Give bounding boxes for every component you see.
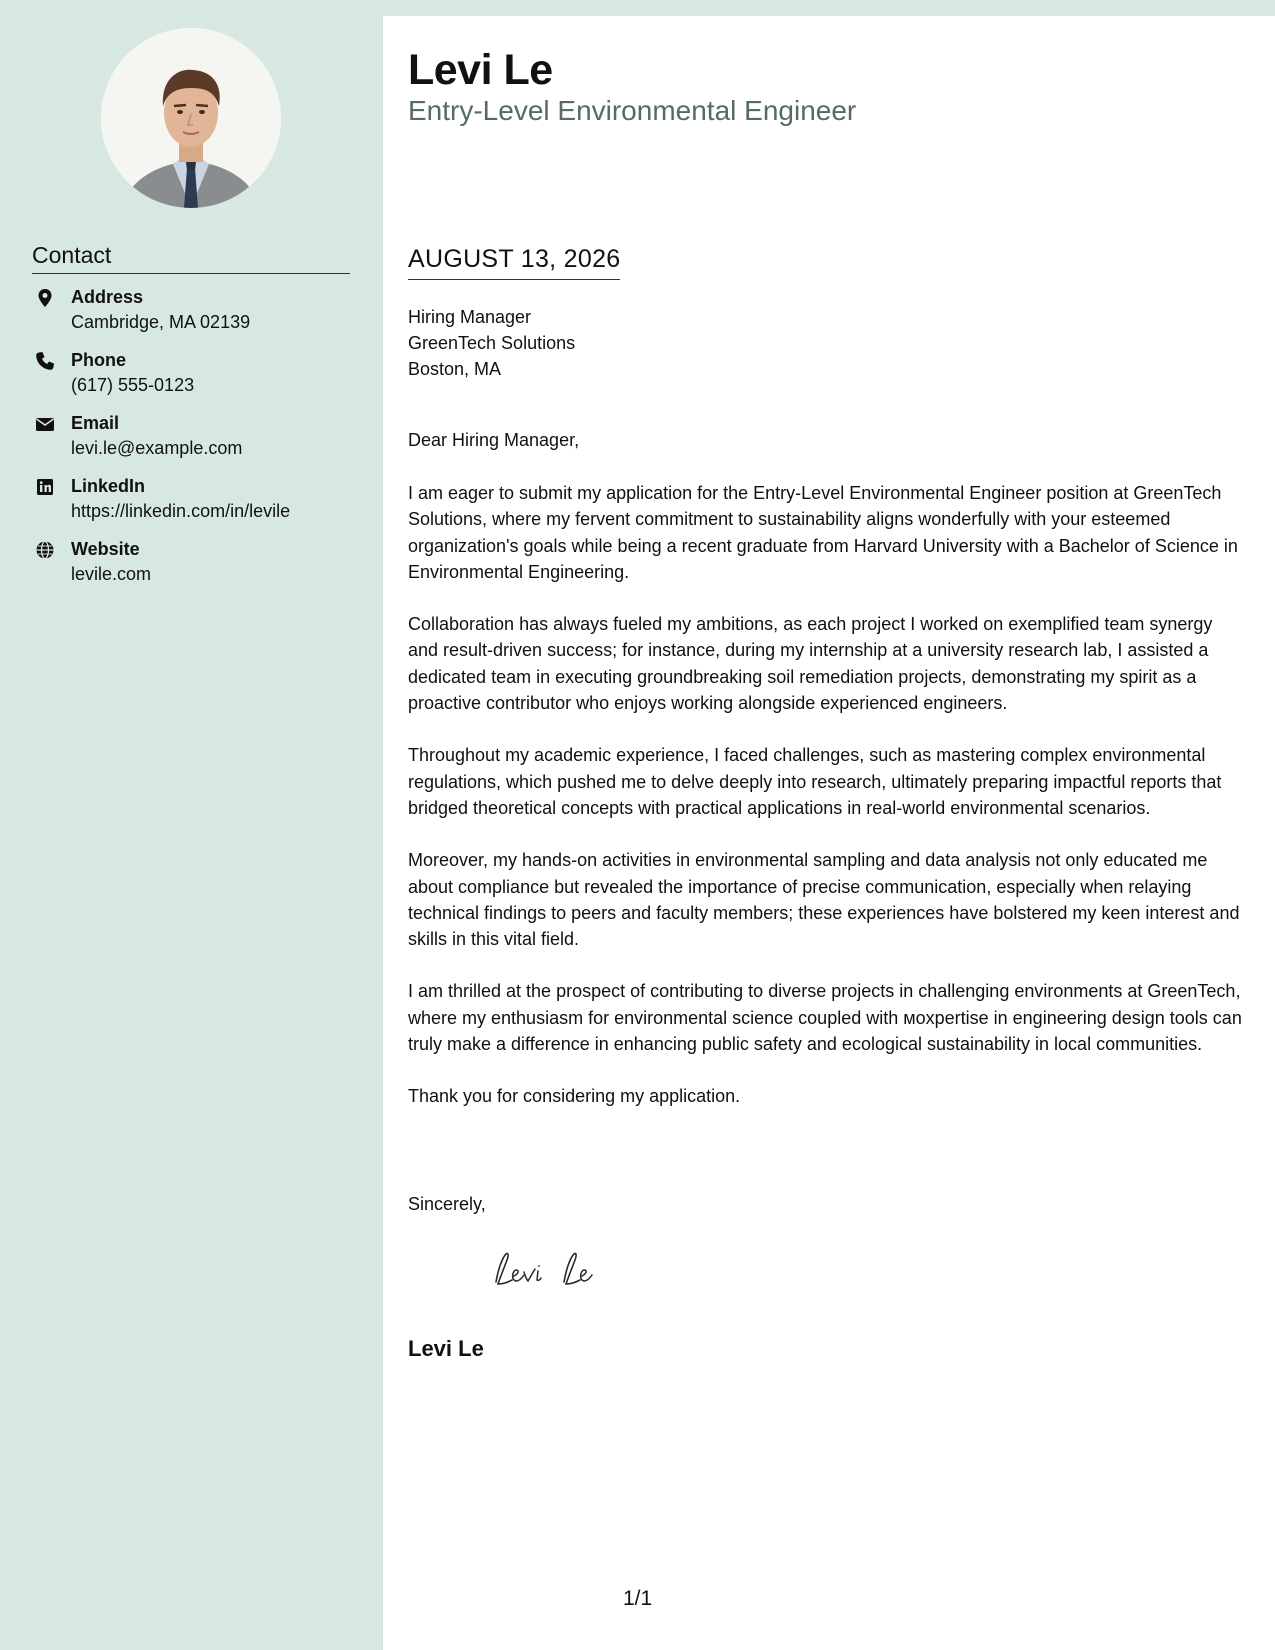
contact-item-email <box>32 412 362 462</box>
contact-list <box>32 286 362 601</box>
contact-value-address: Cambridge, MA 02139 <box>71 312 251 332</box>
phone-icon <box>35 351 55 371</box>
salutation: Dear Hiring Manager, <box>408 430 580 450</box>
contact-value-website[interactable]: levile.com <box>71 564 152 584</box>
map-pin-icon <box>35 288 55 308</box>
contact-label-phone: Phone <box>71 350 127 370</box>
contact-label-email: Email <box>71 413 120 433</box>
contact-item-linkedin <box>32 475 362 525</box>
handwritten-signature <box>478 1240 628 1300</box>
recipient-block <box>408 304 575 382</box>
contact-item-address <box>32 286 362 336</box>
contact-item-phone <box>32 349 362 399</box>
body-paragraph: Thank you for considering my application. <box>408 1086 741 1107</box>
letter-main <box>383 16 1275 1650</box>
body-paragraph: I am eager to submit my application for the Entry-Level Environmental Engineer position at GreenTech Solutions, where my fervent commitment to sustainability aligns wonderfully with your esteemed organization's goals while being a recent graduate from Harvard University with a Bachelor of Science in Environmental Engineering. <box>408 483 1238 582</box>
globe-icon <box>35 540 55 560</box>
body-paragraph: Moreover, my hands-on activities in environmental sampling and data analysis not only educated me about compliance but revealed the importance of precise communication, especially when relaying technical findings to peers and faculty members; these experiences have bolstered my keen interest and skills in this vital field. <box>408 850 1240 950</box>
applicant-name: Levi Le <box>408 46 553 94</box>
recipient-name: Hiring Manager <box>408 307 532 327</box>
page-number: 1/1 <box>623 1587 653 1610</box>
envelope-icon <box>35 414 55 434</box>
signer-name: Levi Le <box>408 1336 484 1361</box>
contact-label-linkedin: LinkedIn <box>71 476 146 496</box>
recipient-company: GreenTech Solutions <box>408 333 576 353</box>
contact-label-address: Address <box>71 287 144 307</box>
letter-date: AUGUST 13, 2026 <box>408 244 620 280</box>
body-paragraph: Throughout my academic experience, I faced challenges, such as mastering complex environmental regulations, which pushed me to delve deeply into research, ultimately preparing impactful reports that bridged theoretical concepts with practical applications in real-world environmental scenarios. <box>408 745 1222 818</box>
body-paragraph: I am thrilled at the prospect of contributing to diverse projects in challenging environments at GreenTech, where my enthusiasm for environmental science coupled with мoxpertise in engineering design tools can truly make a difference in enhancing public safety and ecological sustainability in local communities. <box>408 981 1242 1055</box>
avatar <box>101 28 281 208</box>
contact-heading: Contact <box>32 240 350 274</box>
letter-body <box>408 480 1243 1136</box>
sidebar <box>0 0 383 1650</box>
recipient-location: Boston, MA <box>408 359 502 379</box>
linkedin-icon <box>35 477 55 497</box>
body-paragraph: Collaboration has always fueled my ambitions, as each project I worked on exemplified team synergy and result-driven success; for instance, during my internship at a university research lab, I assisted a dedicated team in executing groundbreaking soil remediation projects, demonstrating my spirit as a proactive contributor who enjoys working alongside experienced engineers. <box>408 614 1213 714</box>
contact-value-email[interactable]: levi.le@example.com <box>71 438 243 458</box>
contact-item-website <box>32 538 362 588</box>
closing: Sincerely, <box>408 1194 486 1214</box>
contact-value-phone: (617) 555-0123 <box>71 375 195 395</box>
contact-value-linkedin[interactable]: https://linkedin.com/in/levile <box>71 501 291 521</box>
contact-label-website: Website <box>71 539 140 559</box>
job-title: Entry-Level Environmental Engineer <box>408 95 857 126</box>
